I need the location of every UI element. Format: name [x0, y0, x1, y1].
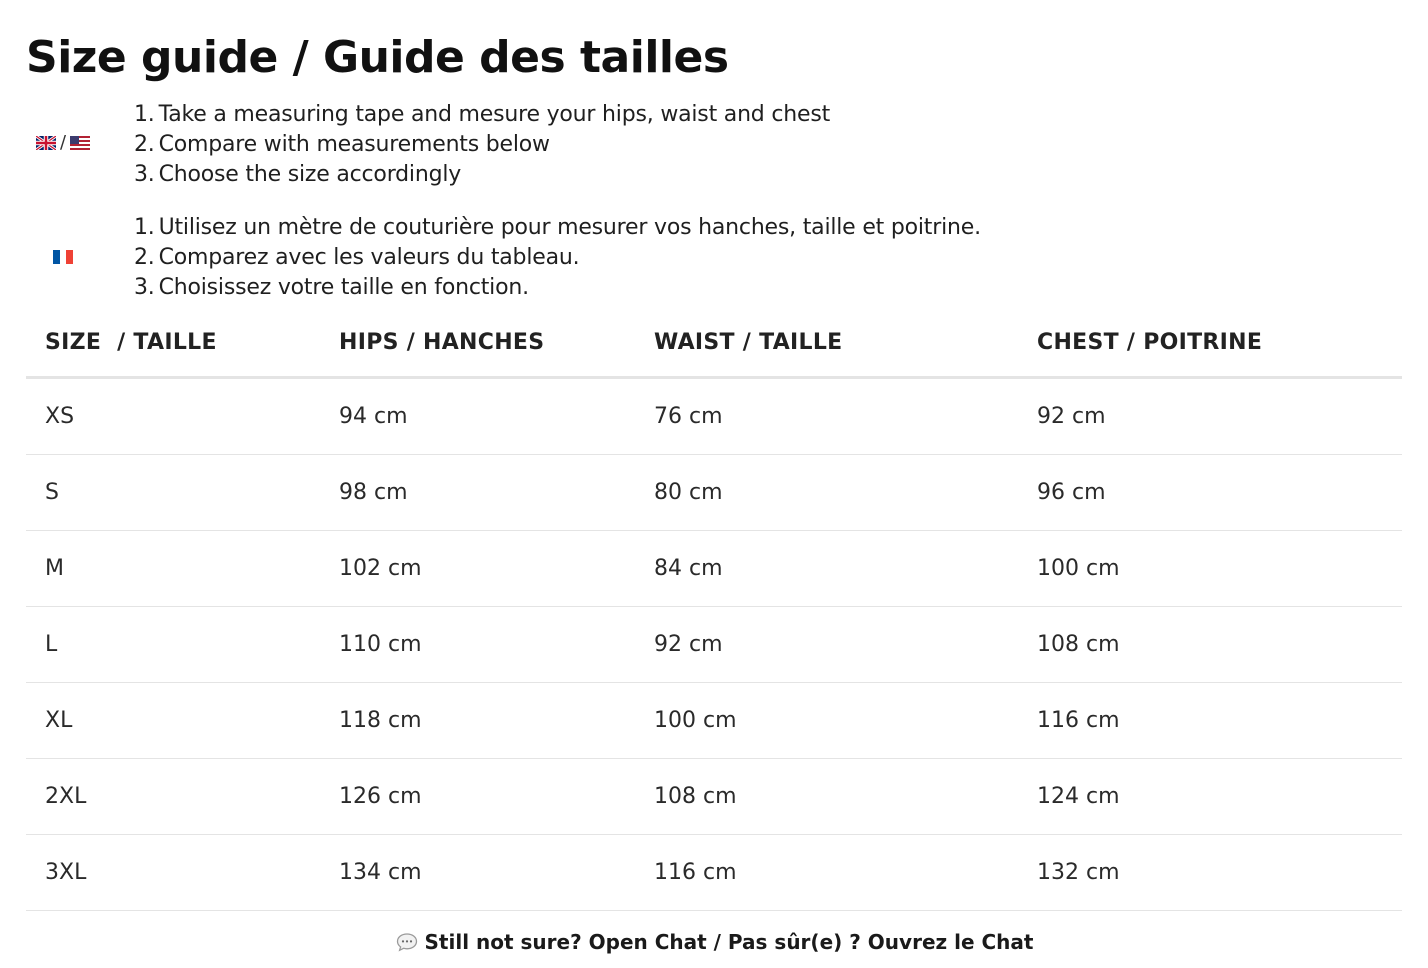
instructions-french: [26, 213, 1402, 305]
french-steps-list: [134, 213, 981, 303]
english-step: 2. Compare with measurements below: [134, 132, 550, 157]
chest-cell: 100 cm: [1018, 531, 1402, 607]
size-cell: XS: [26, 378, 320, 455]
hips-cell: 94 cm: [320, 378, 635, 455]
uk-flag-icon: [36, 136, 56, 150]
hips-cell: 98 cm: [320, 455, 635, 531]
size-guide-page: [26, 0, 1402, 968]
chest-cell: 92 cm: [1018, 378, 1402, 455]
instructions-english: [26, 100, 1402, 192]
table-row: [26, 835, 1402, 911]
english-step: 1. Take a measuring tape and mesure your hips, waist and chest: [134, 102, 831, 127]
size-cell: M: [26, 531, 320, 607]
chest-cell: 132 cm: [1018, 835, 1402, 911]
hips-cell: 102 cm: [320, 531, 635, 607]
fr-flag-icon: [53, 250, 73, 264]
size-table: [26, 308, 1402, 911]
chest-cell: 96 cm: [1018, 455, 1402, 531]
column-header-hips: HIPS / HANCHES: [320, 308, 635, 378]
waist-cell: 84 cm: [635, 531, 1018, 607]
table-row: [26, 683, 1402, 759]
column-header-waist: WAIST / TAILLE: [635, 308, 1018, 378]
flag-separator: /: [59, 132, 67, 153]
size-cell: XL: [26, 683, 320, 759]
table-row: [26, 531, 1402, 607]
waist-cell: 80 cm: [635, 455, 1018, 531]
column-header-chest: CHEST / POITRINE: [1018, 308, 1402, 378]
column-header-size: SIZE / TAILLE: [26, 308, 320, 378]
table-row: [26, 455, 1402, 531]
us-flag-icon: [70, 136, 90, 150]
hips-cell: 126 cm: [320, 759, 635, 835]
table-row: [26, 759, 1402, 835]
size-cell: 3XL: [26, 835, 320, 911]
chest-cell: 124 cm: [1018, 759, 1402, 835]
french-flags: [26, 246, 100, 268]
hips-cell: 134 cm: [320, 835, 635, 911]
size-cell: L: [26, 607, 320, 683]
open-chat-link[interactable]: [26, 926, 1402, 958]
waist-cell: 116 cm: [635, 835, 1018, 911]
french-step: 3. Choisissez votre taille en fonction.: [134, 275, 529, 300]
table-header-row: [26, 308, 1402, 378]
french-step: 1. Utilisez un mètre de couturière pour mesurer vos hanches, taille et poitrine.: [134, 215, 981, 240]
size-cell: S: [26, 455, 320, 531]
waist-cell: 76 cm: [635, 378, 1018, 455]
page-title: Size guide / Guide des tailles: [26, 32, 729, 83]
english-flags: [26, 132, 100, 154]
chest-cell: 108 cm: [1018, 607, 1402, 683]
english-step: 3. Choose the size accordingly: [134, 162, 462, 187]
english-steps-list: [134, 100, 830, 190]
table-row: [26, 378, 1402, 455]
waist-cell: 108 cm: [635, 759, 1018, 835]
french-step: 2. Comparez avec les valeurs du tableau.: [134, 245, 580, 270]
waist-cell: 92 cm: [635, 607, 1018, 683]
chest-cell: 116 cm: [1018, 683, 1402, 759]
open-chat-label: Still not sure? Open Chat / Pas sûr(e) ? Ouvrez le Chat: [424, 930, 1034, 954]
size-cell: 2XL: [26, 759, 320, 835]
speech-bubble-icon: [395, 932, 419, 952]
hips-cell: 118 cm: [320, 683, 635, 759]
table-row: [26, 607, 1402, 683]
waist-cell: 100 cm: [635, 683, 1018, 759]
hips-cell: 110 cm: [320, 607, 635, 683]
